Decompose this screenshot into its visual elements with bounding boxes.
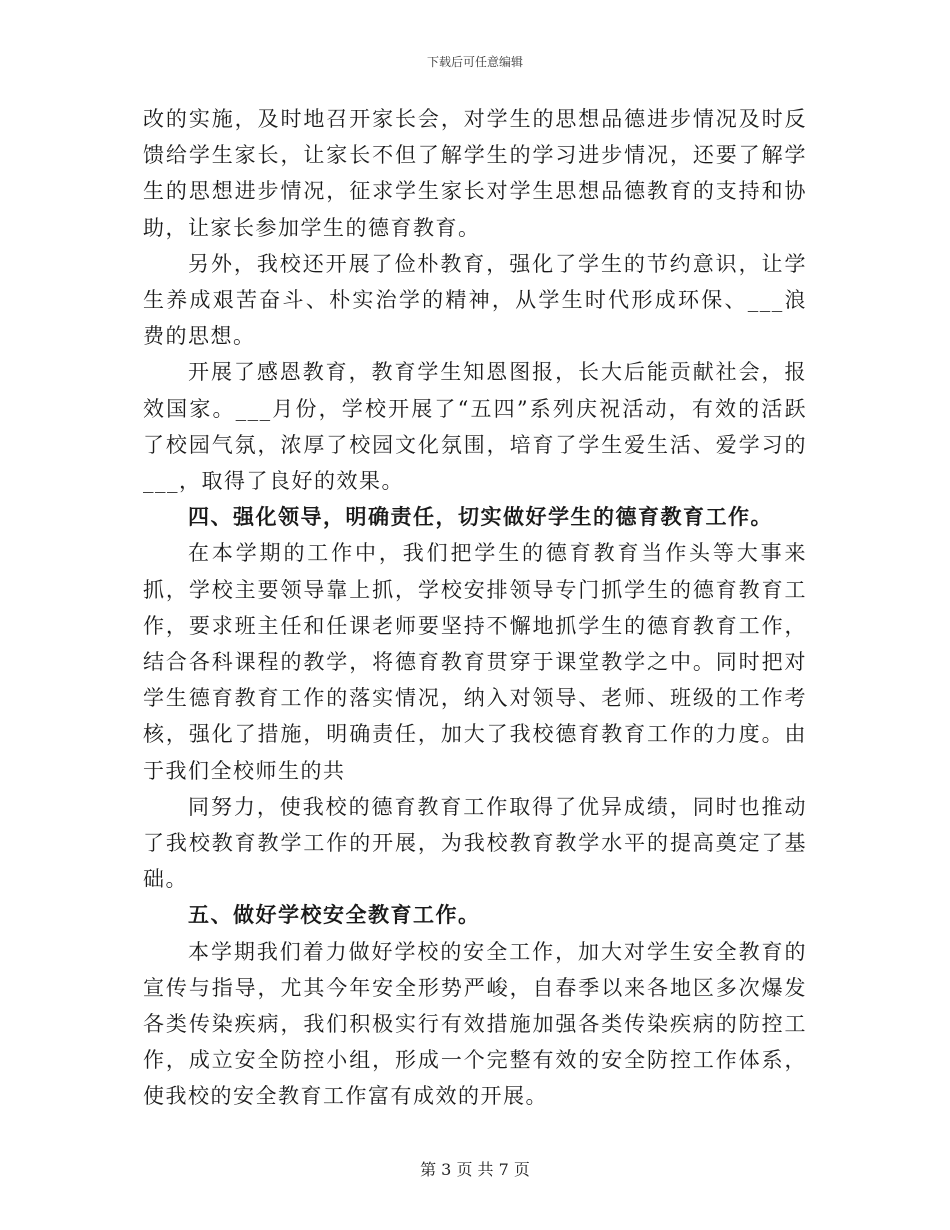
paragraph-gratitude-education: 开展了感恩教育，教育学生知恩图报，长大后能贡献社会，报效国家。___月份，学校开展了“五四”系列庆祝活动，有效的活跃了校园气氛，浓厚了校园文化氛围，培育了学生爱生活、爱学习的___，取得了良好的效果。 — [143, 360, 807, 494]
section-heading-4: 四、强化领导，明确责任，切实做好学生的德育教育工作。 — [188, 504, 773, 530]
header-note: 下载后可任意编辑 — [426, 55, 523, 69]
paragraph-leadership: 在本学期的工作中，我们把学生的德育教育当作头等大事来抓，学校主要领导靠上抓，学校安排领导专门抓学生的德育教育工作，要求班主任和任课老师要坚持不懈地抓学生的德育教育工作，结合各科课程的教学，将德育教育贯穿于课堂教学之中。同时把对学生德育教育工作的落实情况，纳入对领导、老师、班级的工作考核，强化了措施，明确责任，加大了我校德育教育工作的力度。由于我们全校师生的共 — [143, 541, 807, 783]
paragraph-safety-education: 本学期我们着力做好学校的安全工作，加大对学生安全教育的宣传与指导，尤其今年安全形势严峻，自春季以来各地区多次爆发各类传染疾病，我们积极实行有效措施加强各类传染疾病的防控工作，成立安全防控小组，形成一个完整有效的安全防控工作体系，使我校的安全教育工作富有成效的开展。 — [143, 939, 807, 1109]
paragraph-parent-meetings: 改的实施，及时地召开家长会，对学生的思想品德进步情况及时反馈给学生家长，让家长不但了解学生的学习进步情况，还要了解学生的思想进步情况，征求学生家长对学生思想品德教育的支持和协助，让家长参加学生的德育教育。 — [143, 107, 807, 240]
document-body — [143, 101, 807, 1115]
page-number: 第 3 页 共 7 页 — [420, 1160, 530, 1179]
paragraph-thrift-education: 另外，我校还开展了俭朴教育，强化了学生的节约意识，让学生养成艰苦奋斗、朴实治学的精神，从学生时代形成环保、___浪费的思想。 — [143, 251, 807, 349]
paragraph-joint-effort: 同努力，使我校的德育教育工作取得了优异成绩，同时也推动了我校教育教学工作的开展，为我校教育教学水平的提高奠定了基础。 — [143, 794, 807, 892]
section-heading-5: 五、做好学校安全教育工作。 — [188, 902, 481, 928]
